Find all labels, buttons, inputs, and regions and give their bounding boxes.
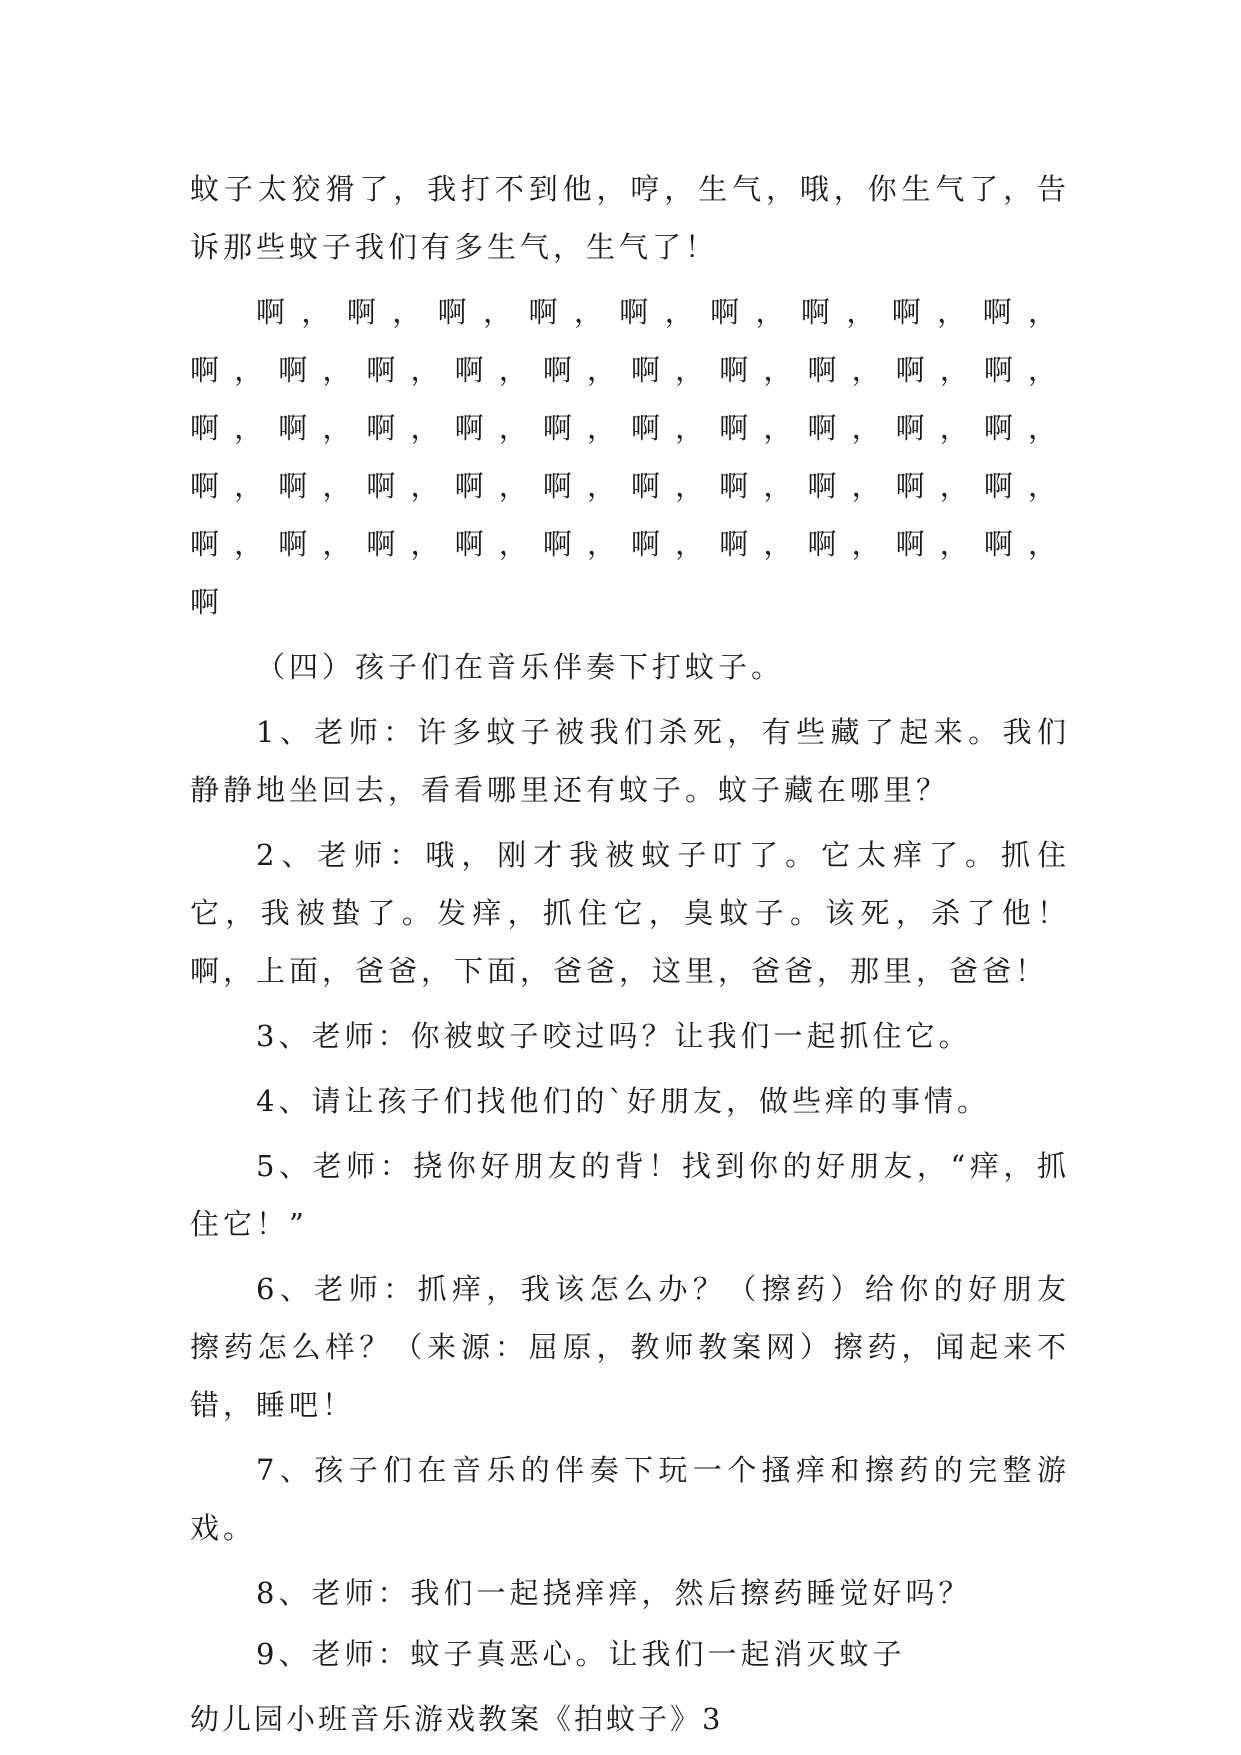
step-9: 9、老师：蚊子真恶心。让我们一起消灭蚊子 <box>256 1637 906 1671</box>
step-5: 5、老师：挠你好朋友的背！找到你的好朋友，“痒，抓住它！” <box>190 1149 1070 1241</box>
section-heading-four: （四）孩子们在音乐伴奏下打蚊子。 <box>256 650 785 684</box>
paragraph-angry-mosquito: 蚊子太狡猾了，我打不到他，哼，生气，哦，你生气了，告诉那些蚊子我们有多生气，生气了！ <box>190 172 1070 264</box>
step-4: 4、请让孩子们找他们的`好朋友，做些痒的事情。 <box>256 1084 990 1118</box>
next-lesson-title: 幼儿园小班音乐游戏教案《拍蚊子》3 <box>190 1702 724 1736</box>
paragraph-ah-chant: 啊，啊，啊，啊，啊，啊，啊，啊，啊，啊，啊，啊，啊，啊，啊，啊，啊，啊，啊，啊，啊，啊，啊，啊，啊，啊，啊，啊，啊，啊，啊，啊，啊，啊，啊，啊，啊，啊，啊，啊，啊，啊，啊，啊，啊，啊，啊，啊，啊，啊 <box>190 295 1070 619</box>
step-3: 3、老师：你被蚊子咬过吗？让我们一起抓住它。 <box>256 1019 972 1053</box>
step-7: 7、孩子们在音乐的伴奏下玩一个搔痒和擦药的完整游戏。 <box>190 1453 1070 1545</box>
step-8: 8、老师：我们一起挠痒痒，然后擦药睡觉好吗？ <box>256 1576 972 1610</box>
step-1: 1、老师：许多蚊子被我们杀死，有些藏了起来。我们静静地坐回去，看看哪里还有蚊子。蚊子藏在哪里？ <box>190 715 1070 807</box>
document-body <box>190 160 1070 1755</box>
step-6: 6、老师：抓痒，我该怎么办？（擦药）给你的好朋友擦药怎么样？（来源：屈原，教师教案网）擦药，闻起来不错，睡吧！ <box>190 1272 1070 1422</box>
step-2: 2、老师：哦，刚才我被蚊子叮了。它太痒了。抓住它，我被蛰了。发痒，抓住它，臭蚊子。该死，杀了他！啊，上面，爸爸，下面，爸爸，这里，爸爸，那里，爸爸！ <box>190 838 1070 988</box>
